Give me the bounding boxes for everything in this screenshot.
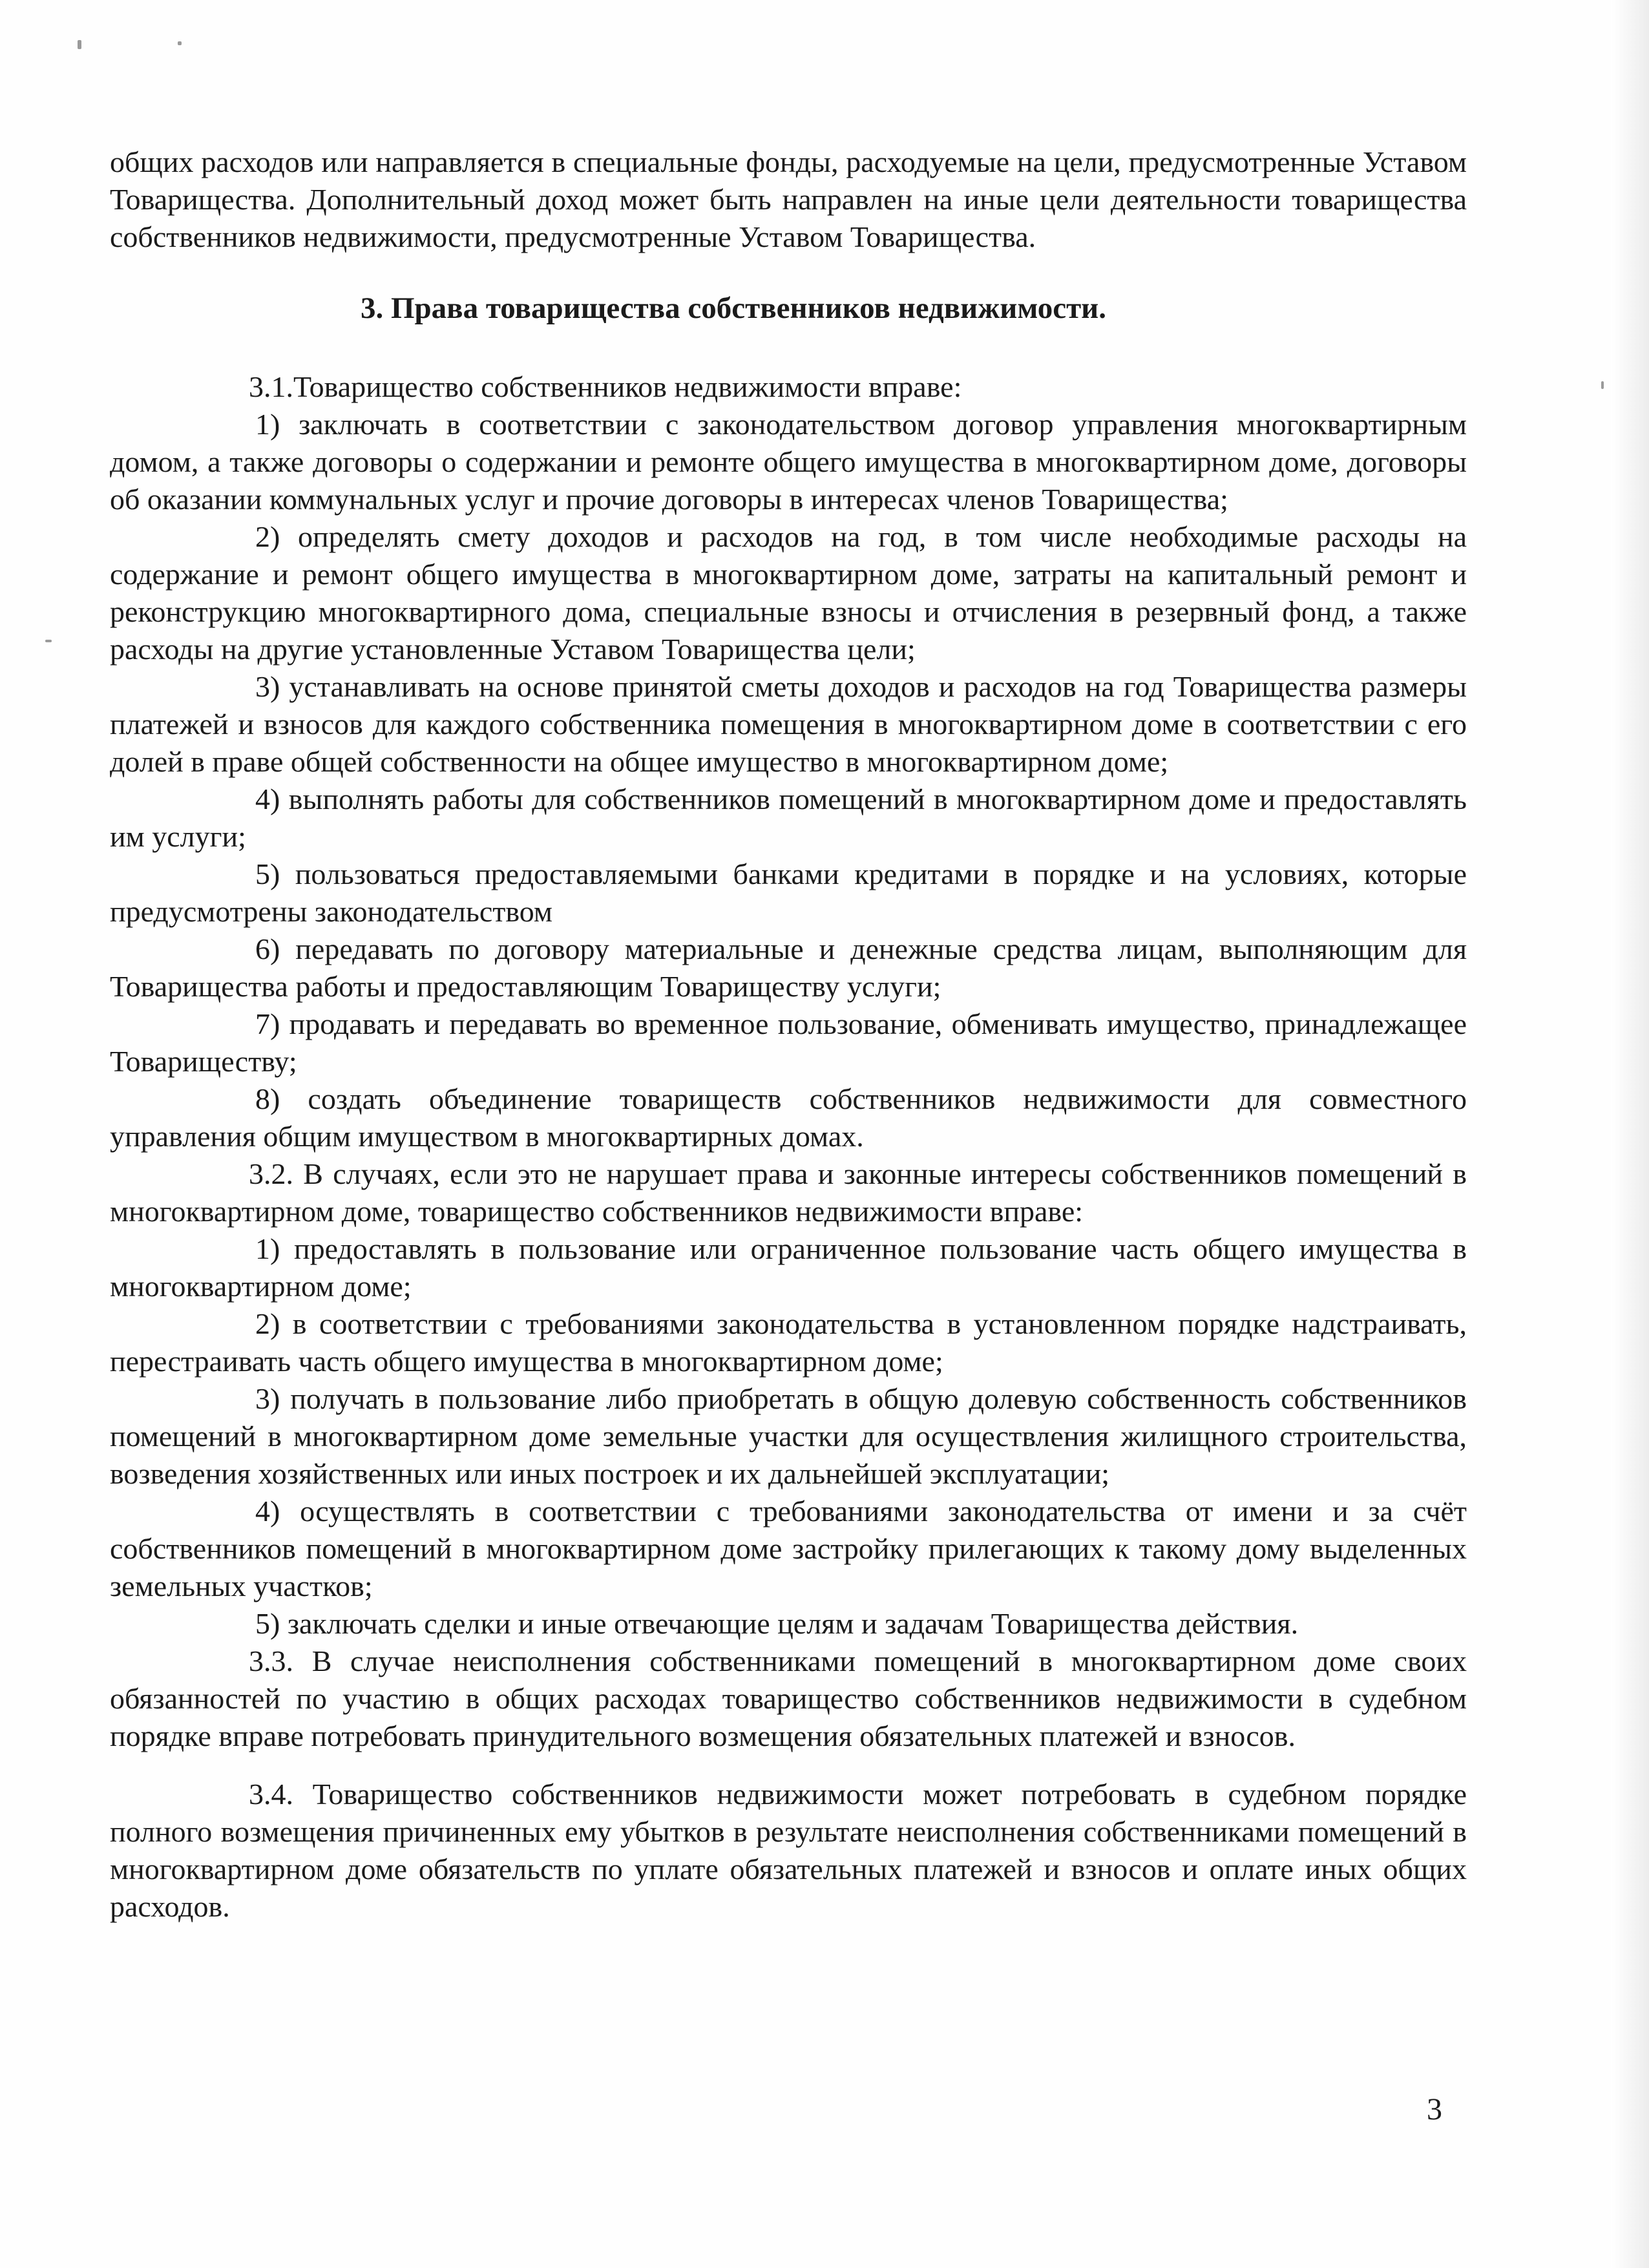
- clause-3-1-item-1: 1) заключать в соответствии с законодательством договор управления многоквартирным домом, а также договоры о содержании и ремонте общего имущества в многоквартирном доме, договоры об оказании коммунальных услуг и прочие договоры в интересах членов Товарищества;: [110, 408, 1467, 516]
- clause-3-1-item-4: 4) выполнять работы для собственников помещений в многоквартирном доме и предоставлять им услуги;: [110, 782, 1467, 853]
- clause-3-3: 3.3. В случае неисполнения собственниками помещений в многоквартирном доме своих обязанностей по участию в общих расходах товарищество собственников недвижимости в судебном порядке вправе потребовать принудительного возмещения обязательных платежей и взносов.: [110, 1644, 1467, 1752]
- clause-3-2-item-5: 5) заключать сделки и иные отвечающие целям и задачам Товарищества действия.: [255, 1607, 1299, 1640]
- page-edge-shadow: [1612, 0, 1649, 2268]
- page-number: 3: [1427, 2092, 1442, 2126]
- clause-3-1-item-7: 7) продавать и передавать во временное пользование, обменивать имущество, принадлежащее Товариществу;: [110, 1007, 1467, 1078]
- document-body: [110, 143, 1467, 1926]
- section-heading: 3. Права товарищества собственников недвижимости.: [360, 291, 1107, 325]
- clause-3-4: 3.4. Товарищество собственников недвижимости может потребовать в судебном порядке полного возмещения причиненных ему убытков в результате неисполнения собственниками помещений в многоквартирном доме обязательств по уплате обязательных платежей и взносов и оплате иных общих расходов.: [110, 1778, 1467, 1923]
- clause-3-2-item-1: 1) предоставлять в пользование или ограниченное пользование часть общего имущества в многоквартирном доме;: [110, 1232, 1467, 1303]
- intro-paragraph: общих расходов или направляется в специальные фонды, расходуемые на цели, предусмотренные Уставом Товарищества. Дополнительный доход может быть направлен на иные цели деятельности товарищества собственников недвижимости, предусмотренные Уставом Товарищества.: [110, 145, 1467, 253]
- clause-3-1-item-5: 5) пользоваться предоставляемыми банками кредитами в порядке и на условиях, которые предусмотрены законодательством: [110, 857, 1467, 928]
- clause-3-1-item-2: 2) определять смету доходов и расходов на год, в том числе необходимые расходы на содержание и ремонт общего имущества в многоквартирном доме, затраты на капитальный ремонт и реконструкцию многоквартирного дома, специальные взносы и отчисления в резервный фонд, а также расходы на другие установленные Уставом Товарищества цели;: [110, 520, 1467, 666]
- clause-3-2-lead: 3.2. В случаях, если это не нарушает права и законные интересы собственников помещений в многоквартирном доме, товарищество собственников недвижимости вправе:: [110, 1157, 1467, 1228]
- scan-speck-top-left: [78, 40, 81, 49]
- clause-3-2-item-3: 3) получать в пользование либо приобретать в общую долевую собственность собственников помещений в многоквартирном доме земельные участки для осуществления жилищного строительства, возведения хозяйственных или иных построек и их дальнейшей эксплуатации;: [110, 1382, 1467, 1490]
- clause-3-1-item-3: 3) устанавливать на основе принятой сметы доходов и расходов на год Товарищества размеры платежей и взносов для каждого собственника помещения в многоквартирном доме в соответствии с его долей в праве общей собственности на общее имущество в многоквартирном доме;: [110, 670, 1467, 778]
- scan-speck-top: [178, 41, 182, 45]
- scan-speck-right: [1601, 381, 1604, 389]
- clause-3-2-item-2: 2) в соответствии с требованиями законодательства в установленном порядке надстраивать, перестраивать часть общего имущества в многоквартирном доме;: [110, 1307, 1467, 1378]
- scan-speck-left: [45, 640, 52, 642]
- clause-3-1-lead: 3.1.Товарищество собственников недвижимости вправе:: [249, 370, 962, 403]
- clause-3-2-item-4: 4) осуществлять в соответствии с требованиями законодательства от имени и за счёт собственников помещений в многоквартирном доме застройку прилегающих к такому дому выделенных земельных участков;: [110, 1495, 1467, 1602]
- clause-3-1-item-8: 8) создать объединение товариществ собственников недвижимости для совместного управления общим имуществом в многоквартирных домах.: [110, 1082, 1467, 1153]
- clause-3-1-item-6: 6) передавать по договору материальные и денежные средства лицам, выполняющим для Товарищества работы и предоставляющим Товариществу услуги;: [110, 932, 1467, 1003]
- paragraph-gap: [110, 1755, 1467, 1776]
